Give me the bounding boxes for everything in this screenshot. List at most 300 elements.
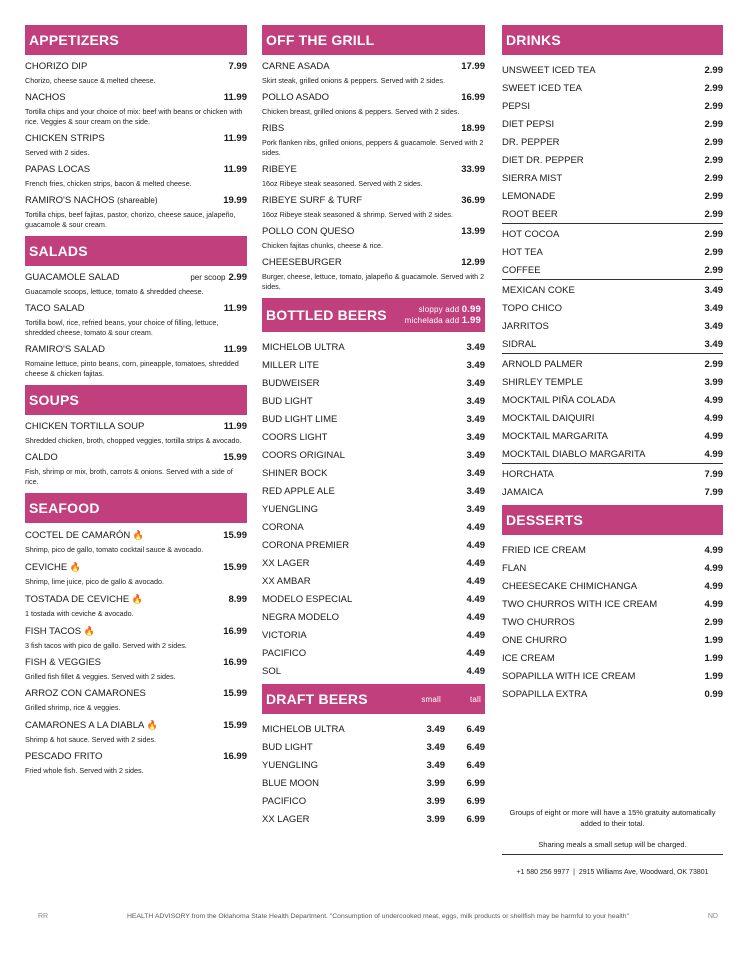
item-name-wrap [25,529,144,542]
item-price: 33.99 [461,164,485,175]
dessert-row [502,631,723,649]
drink-row [502,335,723,353]
drink-price: 4.99 [704,394,723,406]
salads-header: SALADS [25,236,247,266]
menu-item [25,751,247,776]
menu-item-row [25,195,247,207]
drink-price: 3.49 [704,284,723,296]
beer-name: YUENGLING [262,503,318,515]
drink-group [502,355,723,464]
beer-name: XX LAGER [262,557,310,569]
drink-name: SHIRLEY TEMPLE [502,376,583,388]
item-description: 1 tostada with ceviche & avocado. [25,609,134,618]
drink-price: 2.99 [704,82,723,94]
spicy-icon: 🔥 [132,530,145,540]
dessert-row [502,685,723,703]
menu-item-row [25,133,247,145]
beer-name: BUD LIGHT [262,395,313,407]
item-price: 11.99 [223,92,247,103]
dessert-row [502,649,723,667]
drink-name: MEXICAN COKE [502,284,575,296]
drink-name: HOT TEA [502,246,543,258]
drink-name: ARNOLD PALMER [502,358,583,370]
item-name: FISH & VEGGIES [25,657,102,668]
item-price-wrap [224,421,247,433]
item-description: 16oz Ribeye steak seasoned & shrimp. Served with 2 sides. [262,210,453,219]
item-name: RIBEYE [262,164,297,175]
drink-row [502,373,723,391]
item-description: Chicken breast, grilled onions & peppers. Served with 2 sides. [262,107,460,116]
item-name-wrap [25,195,158,207]
soups-header: SOUPS [25,385,247,415]
item-price: 15.99 [223,452,247,463]
dessert-price: 0.99 [704,688,723,700]
dessert-price: 4.99 [704,562,723,574]
beer-row [262,374,485,392]
menu-item-row [25,719,247,732]
item-description: Grilled fish fillet & veggies. Served with 2 sides. [25,672,176,681]
drink-price: 2.99 [704,136,723,148]
beer-price: 4.49 [466,611,485,623]
draft-tall-price: 6.49 [466,723,485,735]
draft-beer-row [262,810,485,828]
item-price: 11.99 [223,164,247,175]
item-name-wrap [25,625,95,638]
desserts-header: DESSERTS [502,505,723,535]
drink-row [502,483,723,501]
item-tag: (shareable) [117,196,158,205]
draft-tall-price: 6.99 [466,813,485,825]
menu-item [25,719,247,745]
beer-row [262,464,485,482]
menu-item-row [25,421,247,433]
drink-name: SIDRAL [502,338,537,350]
draft-beer-row [262,792,485,810]
menu-item [25,344,247,379]
menu-item [25,593,247,619]
item-price: 15.99 [223,562,247,573]
column-middle [262,25,485,828]
dessert-price: 1.99 [704,634,723,646]
dessert-name: TWO CHURROS [502,616,575,628]
item-name-wrap [25,272,120,284]
menu-item [25,61,247,86]
beer-price: 3.49 [466,431,485,443]
item-description: Tortilla chips, beef fajitas, pastor, chorizo, cheese sauce, jalapeño, guacamole & sour cream. [25,210,236,229]
drink-price: 3.99 [704,376,723,388]
item-price: 7.99 [228,61,247,72]
item-description: Fried whole fish. Served with 2 sides. [25,766,144,775]
item-price-wrap [229,61,248,73]
item-price: 2.99 [228,272,247,283]
drink-row [502,391,723,409]
drink-group [502,61,723,224]
dessert-row [502,577,723,595]
beer-addons: sloppy add 0.99 michelada add 1.99 [404,304,481,326]
appetizers-list [25,61,247,230]
item-price-wrap [223,657,247,669]
dessert-name: CHEESECAKE CHIMICHANGA [502,580,638,592]
draft-beer-row [262,720,485,738]
draft-small-price: 3.49 [426,759,445,771]
menu-item-row [25,593,247,606]
drink-row [502,261,723,279]
item-name-wrap [262,123,284,135]
menu-item-row [25,529,247,542]
item-description: Shrimp, pico de gallo, tomato cocktail sauce & avocado. [25,545,204,554]
item-name-wrap [262,195,362,207]
item-description: Chorizo, cheese sauce & melted cheese. [25,76,156,85]
item-name-wrap [25,133,105,145]
footer [38,913,718,920]
draft-beer-name: YUENGLING [262,759,318,771]
item-name: CALDO [25,452,58,463]
item-name: RAMIRO'S NACHOS [25,195,115,206]
menu-item [262,195,485,220]
drink-row [502,445,723,463]
dessert-name: ONE CHURRO [502,634,567,646]
item-price-wrap [224,344,247,356]
menu-item-row [262,164,485,176]
item-price: 13.99 [461,226,485,237]
dessert-name: FLAN [502,562,527,574]
drink-name: DR. PEPPER [502,136,560,148]
sharing-note: Sharing meals a small setup will be charged. [502,839,723,855]
drink-name: MOCKTAIL DAIQUIRI [502,412,595,424]
item-description: Grilled shrimp, rice & veggies. [25,703,121,712]
item-name-wrap [25,452,58,464]
drink-row [502,61,723,79]
bottled-beers-header: BOTTLED BEERS sloppy add 0.99 michelada add 1.99 [262,298,485,332]
draft-small-price: 3.49 [426,723,445,735]
item-price: 11.99 [223,344,247,355]
dessert-name: TWO CHURROS WITH ICE CREAM [502,598,658,610]
menu-item [25,625,247,651]
item-price-wrap [223,530,247,542]
spicy-icon: 🔥 [83,626,95,636]
item-name: PAPAS LOCAS [25,164,91,175]
item-price: 11.99 [223,303,247,314]
desserts-list [502,541,723,703]
item-name: CHORIZO DIP [25,61,88,72]
seafood-header: SEAFOOD [25,493,247,523]
draft-small-price: 3.99 [426,813,445,825]
beer-price: 3.49 [466,467,485,479]
dessert-name: ICE CREAM [502,652,555,664]
menu-item-row [262,195,485,207]
drink-row [502,299,723,317]
drink-row [502,115,723,133]
item-description: 3 fish tacos with pico de gallo. Served with 2 sides. [25,641,187,650]
dessert-row [502,667,723,685]
grill-header: OFF THE GRILL [262,25,485,55]
drink-price: 4.99 [704,412,723,424]
drink-price: 2.99 [704,358,723,370]
beer-row [262,500,485,518]
item-description: Burger, cheese, lettuce, tomato, jalapeño & guacamole. Served with 2 sides. [262,272,485,291]
beer-row [262,608,485,626]
menu-item [262,92,485,117]
item-price-wrap [223,452,247,464]
item-name-wrap [262,257,342,269]
menu-item [25,303,247,338]
item-price: 11.99 [223,421,247,432]
appetizers-header: APPETIZERS [25,25,247,55]
draft-beer-name: MICHELOB ULTRA [262,723,345,735]
draft-beers-header: DRAFT BEERS small tall [262,684,485,714]
beer-name: MILLER LITE [262,359,320,371]
dessert-name: FRIED ICE CREAM [502,544,586,556]
menu-item [25,561,247,587]
item-name: CHEESEBURGER [262,257,342,268]
draft-beers-list [262,720,485,828]
item-price: 16.99 [223,657,247,668]
item-name: POLLO CON QUESO [262,226,355,237]
drink-group [502,225,723,280]
drinks-list [502,61,723,501]
drink-name: HOT COCOA [502,228,560,240]
item-price-wrap [461,123,485,135]
grill-list [262,61,485,292]
drink-row [502,151,723,169]
item-name-wrap [25,303,84,315]
menu-item-row [25,303,247,315]
item-name: RIBS [262,123,285,134]
item-name: GUACAMOLE SALAD [25,272,120,283]
beer-row [262,554,485,572]
drink-name: DIET PEPSI [502,118,555,130]
item-price: 16.99 [223,626,247,637]
drink-name: MOCKTAIL MARGARITA [502,430,608,442]
dessert-name: SOPAPILLA WITH ICE CREAM [502,670,636,682]
gratuity-note: Groups of eight or more will have a 15% gratuity automatically added to their total. [509,808,716,828]
bottled-beers-list [262,338,485,680]
drink-row [502,465,723,483]
beer-price: 4.49 [466,593,485,605]
drink-price: 4.99 [704,448,723,460]
beer-row [262,428,485,446]
drink-price: 2.99 [704,100,723,112]
item-description: 16oz Ribeye steak seasoned. Served with 2 sides. [262,179,423,188]
item-name: ARROZ CON CAMARONES [25,688,146,699]
item-price-wrap [223,195,247,207]
item-description: Tortilla chips and your choice of mix: beef with beans or chicken with rice. Veggies & sour cream on the side. [25,107,243,126]
item-price-wrap [223,751,247,763]
drink-price: 2.99 [704,208,723,220]
beer-price: 3.49 [466,485,485,497]
item-price-wrap [461,164,485,176]
dessert-price: 1.99 [704,652,723,664]
beer-price: 3.49 [466,377,485,389]
item-name: CAMARONES A LA DIABLA [25,720,144,731]
item-description: Pork flanken ribs, grilled onions, peppers & guacamole. Served with 2 sides. [262,138,484,157]
item-name: RIBEYE SURF & TURF [262,195,363,206]
item-price-wrap [461,61,485,73]
beer-price: 4.49 [466,629,485,641]
menu-item-row [25,561,247,574]
draft-tall-price: 6.99 [466,777,485,789]
drink-name: MOCKTAIL PIÑA COLADA [502,394,616,406]
drink-name: MOCKTAIL DIABLO MARGARITA [502,448,646,460]
item-description: Skirt steak, grilled onions & peppers. Served with 2 sides. [262,76,445,85]
drink-name: LEMONADE [502,190,556,202]
drink-row [502,169,723,187]
beer-name: CORONA [262,521,304,533]
item-price: 16.99 [223,751,247,762]
menu-item-row [25,452,247,464]
beer-price: 3.49 [466,395,485,407]
beer-row [262,356,485,374]
item-price: 8.99 [228,594,247,605]
menu-item-row [25,751,247,763]
dessert-price: 4.99 [704,598,723,610]
item-price-wrap [223,626,247,638]
item-price-wrap [461,257,485,269]
dessert-row [502,613,723,631]
item-price: 16.99 [461,92,485,103]
beer-row [262,536,485,554]
item-price: 18.99 [461,123,485,134]
drink-price: 2.99 [704,228,723,240]
item-name: CARNE ASADA [262,61,330,72]
beer-name: NEGRA MODELO [262,611,340,623]
item-price: 12.99 [461,257,485,268]
item-name-wrap [25,421,144,433]
beer-price: 4.49 [466,647,485,659]
draft-beer-name: PACIFICO [262,795,307,807]
item-name-wrap [25,688,146,700]
beer-name: VICTORIA [262,629,307,641]
item-name: TACO SALAD [25,303,85,314]
drink-price: 7.99 [704,486,723,498]
item-name: CHICKEN TORTILLA SOUP [25,421,145,432]
menu-item [25,195,247,230]
beer-price: 3.49 [466,503,485,515]
item-name: POLLO ASADO [262,92,330,103]
dessert-price: 4.99 [704,544,723,556]
draft-beer-name: BUD LIGHT [262,741,313,753]
draft-beer-row [262,756,485,774]
drink-name: SWEET ICED TEA [502,82,582,94]
item-price: 11.99 [223,133,247,144]
draft-beer-row [262,774,485,792]
drink-price: 2.99 [704,64,723,76]
beer-name: SHINER BOCK [262,467,328,479]
item-price-wrap [224,92,247,104]
item-price: 17.99 [461,61,485,72]
menu-item-row [25,61,247,73]
item-price-wrap [224,133,247,145]
beer-row [262,644,485,662]
beer-name: COORS ORIGINAL [262,449,345,461]
beer-price: 3.49 [466,413,485,425]
drink-name: COFFEE [502,264,541,276]
menu-item-row [25,688,247,700]
menu-item-row [262,92,485,104]
dessert-row [502,559,723,577]
beer-name: RED APPLE ALE [262,485,335,497]
drink-row [502,133,723,151]
item-price: 15.99 [223,530,247,541]
item-name-wrap [25,561,81,574]
item-price-wrap [224,303,247,315]
item-name-wrap [25,657,101,669]
drink-name: DIET DR. PEPPER [502,154,584,166]
menu-item [25,92,247,127]
item-name-wrap [25,751,102,763]
footer-left-code: RR [38,913,49,920]
dessert-row [502,595,723,613]
item-description: French fries, chicken strips, bacon & melted cheese. [25,179,192,188]
draft-tall-price: 6.49 [466,759,485,771]
column-right [502,25,723,703]
item-note: per scoop [190,273,226,282]
drink-name: HORCHATA [502,468,554,480]
item-price-wrap [190,272,247,284]
item-name-wrap [25,92,66,104]
drink-price: 3.49 [704,302,723,314]
beer-name: XX AMBAR [262,575,311,587]
drink-row [502,243,723,261]
drink-row [502,97,723,115]
item-description: Fish, shrimp or mix, broth, carrots & onions. Served with a side of rice. [25,467,233,486]
beer-row [262,446,485,464]
beer-row [262,482,485,500]
drink-row [502,281,723,299]
item-price-wrap [223,720,247,732]
drink-name: SIERRA MIST [502,172,563,184]
item-description: Served with 2 sides. [25,148,90,157]
soups-list [25,421,247,487]
menu-item-row [262,61,485,73]
draft-small-price: 3.99 [426,777,445,789]
beer-price: 3.49 [466,359,485,371]
beer-name: COORS LIGHT [262,431,328,443]
menu-item-row [25,272,247,284]
item-price-wrap [461,92,485,104]
menu-item-row [262,123,485,135]
item-price-wrap [461,195,485,207]
drinks-header: DRINKS [502,25,723,55]
draft-beer-name: XX LAGER [262,813,310,825]
item-description: Shrimp & hot sauce. Served with 2 sides. [25,735,157,744]
menu-item [262,61,485,86]
item-price-wrap [223,562,247,574]
item-description: Shredded chicken, broth, chopped veggies, tortilla strips & avocado. [25,436,242,445]
item-name: PESCADO FRITO [25,751,103,762]
beer-row [262,392,485,410]
dessert-row [502,541,723,559]
beer-row [262,590,485,608]
item-name-wrap [25,164,90,176]
beer-name: CORONA PREMIER [262,539,350,551]
item-name: RAMIRO'S SALAD [25,344,105,355]
drink-row [502,355,723,373]
spicy-icon: 🔥 [146,720,158,730]
dessert-price: 2.99 [704,616,723,628]
beer-row [262,410,485,428]
address: 2915 Williams Ave, Woodward, OK 73801 [578,869,709,876]
drink-row [502,317,723,335]
drink-group [502,465,723,501]
menu-item-row [25,92,247,104]
item-name: TOSTADA DE CEVICHE [25,594,130,605]
drink-row [502,409,723,427]
beer-name: PACIFICO [262,647,307,659]
item-name: NACHOS [25,92,66,103]
menu-item-row [25,164,247,176]
item-price-wrap [223,688,247,700]
